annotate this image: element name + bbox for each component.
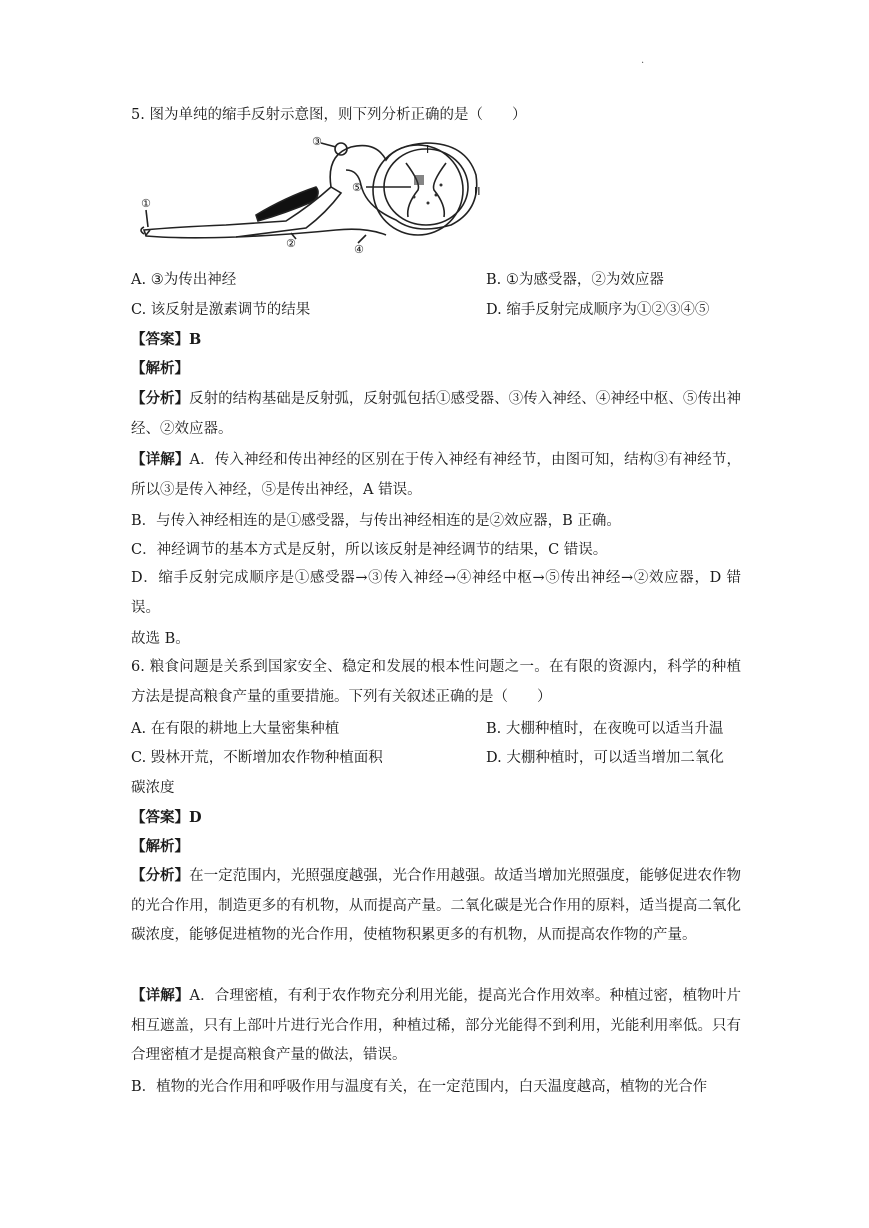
q5-detail-tag: 【详解】 (131, 451, 190, 468)
q6-option-c: C. 毁林开荒，不断增加农作物种植面积 (131, 750, 383, 766)
label-II: II (474, 185, 481, 198)
q5-option-d: D. 缩手反射完成顺序为①②③④⑤ (486, 302, 710, 318)
q6-analysis (131, 861, 741, 951)
q6-jiexi: 【解析】 (131, 838, 189, 855)
q5-stem: 5. 图为单纯的缩手反射示意图，则下列分析正确的是（ ） (131, 107, 527, 123)
q5-detail-c: C．神经调节的基本方式是反射，所以该反射是神经调节的结果，C 错误。 (131, 542, 608, 558)
label-1: ① (141, 197, 151, 210)
q6-stem: 6. 粮食问题是关系到国家安全、稳定和发展的根本性问题之一。在有限的资源内，科学的种植方法是提高粮食产量的重要措施。下列有关叙述正确的是（ ） (131, 659, 741, 705)
q5-detail-b: B．与传入神经相连的是①感受器，与传出神经相连的是②效应器，B 正确。 (131, 513, 621, 529)
label-5: ⑤ (352, 181, 362, 194)
label-3: ③ (312, 135, 322, 148)
q5-option-c: C. 该反射是激素调节的结果 (131, 302, 311, 318)
q6-detail-tag: 【详解】 (131, 987, 190, 1004)
q5-detail (131, 445, 741, 505)
q5-answer: 【答案】B (131, 331, 202, 348)
q6-option-d: D. 大棚种植时，可以适当增加二氧化 (486, 750, 724, 766)
q6-answer: 【答案】D (131, 809, 202, 826)
q5-analysis-tag: 【分析】 (131, 390, 190, 407)
q5-conclusion: 故选 B。 (131, 631, 190, 647)
q5-analysis-text: 反射的结构基础是反射弧，反射弧包括①感受器、③传入神经、④神经中枢、⑤传出神经、②效应器。 (131, 391, 742, 437)
q6-detail (131, 981, 741, 1071)
q5-detail-a: A．传入神经和传出神经的区别在于传入神经有神经节，由图可知，结构③有神经节，所以③是传入神经，⑤是传出神经，A 错误。 (131, 452, 742, 498)
q5-option-a: A. ③为传出神经 (131, 272, 237, 288)
q6-option-b: B. 大棚种植时，在夜晚可以适当升温 (486, 721, 724, 737)
q6-option-a: A. 在有限的耕地上大量密集种植 (131, 721, 340, 737)
q5-detail-d: D．缩手反射完成顺序是①感受器→③传入神经→④神经中枢→⑤传出神经→②效应器，D 错误。 (131, 570, 741, 616)
q6-detail-a: A．合理密植，有利于农作物充分利用光能，提高光合作用效率。种植过密，植物叶片相互遮盖，只有上部叶片进行光合作用，种植过稀，部分光能得不到利用，光能利用率低。只有合理密植才是提高粮食产量的做法，错误。 (131, 988, 742, 1063)
q5-jiexi: 【解析】 (131, 360, 189, 377)
q6-option-d-cont: 碳浓度 (131, 780, 175, 796)
q6-analysis-text: 在一定范围内，光照强度越强，光合作用越强。故适当增加光照强度，能够促进农作物的光合作用，制造更多的有机物，从而提高产量。二氧化碳是光合作用的原料，适当提高二氧化碳浓度，能够促进植物的光合作用，使植物积累更多的有机物，从而提高农作物的产量。 (131, 868, 742, 943)
q6-analysis-tag: 【分析】 (131, 867, 190, 884)
q5-option-b: B. ①为感受器，②为效应器 (486, 272, 664, 288)
label-4: ④ (354, 243, 364, 256)
q6-detail-b: B．植物的光合作用和呼吸作用与温度有关，在一定范围内，白天温度越高，植物的光合作 (131, 1079, 708, 1095)
header-mark: . (641, 55, 645, 66)
label-2: ② (286, 237, 296, 250)
reflex-arc-figure (136, 135, 496, 260)
label-I: I (426, 143, 430, 156)
q5-analysis (131, 384, 741, 444)
